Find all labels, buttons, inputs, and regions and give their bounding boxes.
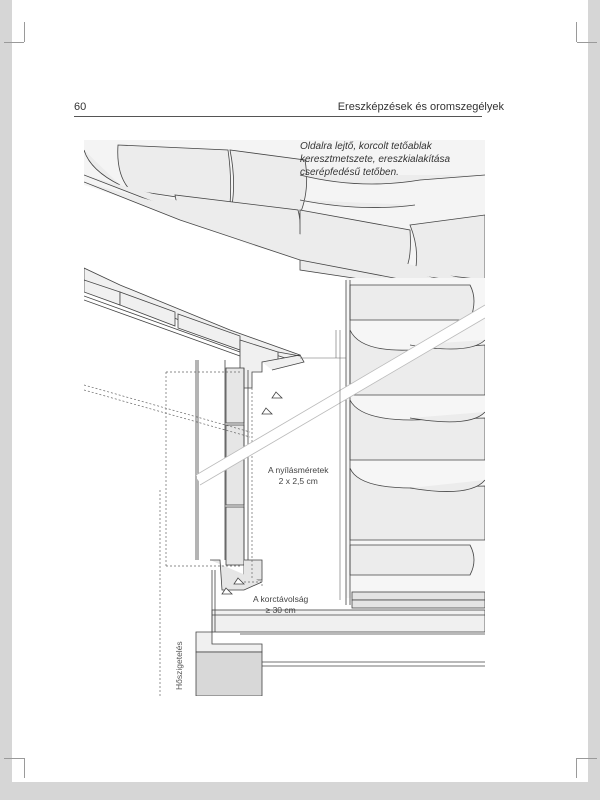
figure-caption xyxy=(300,140,476,179)
caption-line: Oldalra lejtő, korcolt tetőablak xyxy=(300,141,432,152)
crop-mark-top-left xyxy=(24,22,25,42)
insulation-label: Hőszigetelés xyxy=(174,641,184,690)
seam-distance-line1: A korctávolság xyxy=(253,594,309,604)
seam-distance-line2: ≥ 30 cm xyxy=(265,605,296,615)
section-title: Ereszképzések és oromszegélyek xyxy=(337,101,504,113)
crop-mark-bottom-right xyxy=(576,758,577,778)
crop-mark-top-left-h xyxy=(4,42,24,43)
caption-line: keresztmetszete, ereszkialakítása xyxy=(300,154,451,165)
seam-distance-label xyxy=(253,594,308,616)
caption-line: cserépfedésű tetőben. xyxy=(300,167,399,178)
crop-mark-bottom-left xyxy=(24,758,25,778)
crop-mark-bottom-left-h xyxy=(4,758,24,759)
opening-size-line2: 2 x 2,5 cm xyxy=(278,476,318,486)
crop-mark-bottom-right-h xyxy=(577,758,597,759)
crop-mark-top-right-h xyxy=(577,42,597,43)
header-rule xyxy=(74,116,482,117)
window-frame xyxy=(84,268,304,388)
page-number: 60 xyxy=(74,101,87,113)
opening-size-label xyxy=(268,465,328,487)
opening-size-line1: A nyílásméretek xyxy=(268,465,329,475)
crop-mark-top-right xyxy=(576,22,577,42)
